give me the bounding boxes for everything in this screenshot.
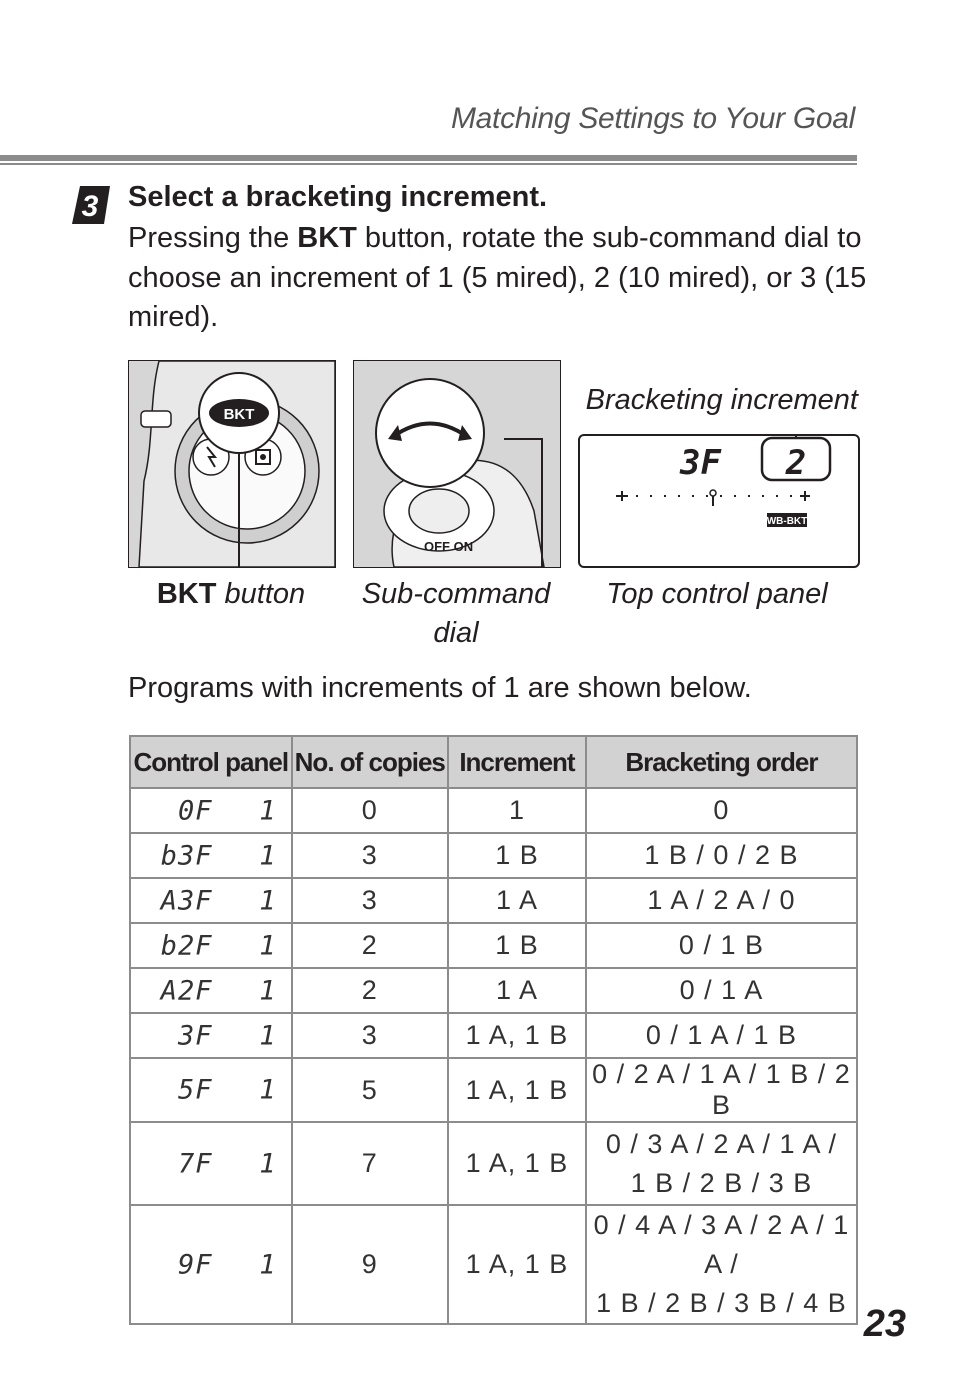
control-panel-cell: A2F 1 — [130, 968, 292, 1013]
control-panel-cell: 7F 1 — [130, 1122, 292, 1205]
table-row — [130, 878, 857, 923]
svg-text:BKT: BKT — [223, 406, 255, 423]
copies-cell: 3 — [292, 833, 449, 878]
order-cell: 0 / 1 A — [586, 968, 857, 1013]
sub-command-dial-caption: Sub-command dial — [361, 578, 551, 649]
lcd-increment: 2 — [785, 443, 807, 483]
sub-command-dial-figure — [353, 360, 561, 568]
table-row — [130, 1205, 857, 1324]
order-cell: 1 A / 2 A / 0 — [586, 878, 857, 923]
table-row — [130, 1013, 857, 1058]
page-number: 23 — [863, 1303, 906, 1345]
col-header-copies: No. of copies — [292, 736, 449, 788]
camera-bkt-illustration — [129, 361, 335, 567]
table-row — [130, 1058, 857, 1122]
table-row — [130, 968, 857, 1013]
copies-cell: 5 — [292, 1058, 449, 1122]
step-number-badge — [70, 184, 112, 226]
step-title: Select a bracketing increment. — [128, 181, 548, 213]
copies-cell: 0 — [292, 788, 449, 833]
control-panel-cell: 3F 1 — [130, 1013, 292, 1058]
bracketing-table — [129, 735, 858, 1325]
copies-cell: 9 — [292, 1205, 449, 1324]
top-control-panel-figure — [578, 434, 860, 568]
table-row — [130, 788, 857, 833]
increment-cell: 1 A, 1 B — [448, 1122, 586, 1205]
order-cell: 0 / 3 A / 2 A / 1 A / 1 B / 2 B / 3 B — [586, 1122, 857, 1205]
control-panel-cell: 0F 1 — [130, 788, 292, 833]
order-cell: 0 / 4 A / 3 A / 2 A / 1 A / 1 B / 2 B / 3 B / 4 B — [586, 1205, 857, 1324]
increment-cell: 1 A — [448, 968, 586, 1013]
increment-cell: 1 A, 1 B — [448, 1058, 586, 1122]
sub-command-dial-illustration — [354, 361, 560, 567]
increment-cell: 1 B — [448, 923, 586, 968]
svg-text:OFF ON: OFF ON — [424, 539, 474, 554]
order-cell: 0 / 2 A / 1 A / 1 B / 2 B — [586, 1058, 857, 1122]
bkt-button-figure — [128, 360, 336, 568]
order-cell: 1 B / 0 / 2 B — [586, 833, 857, 878]
bkt-inline-label: BKT — [297, 222, 357, 254]
step-body: Pressing the BKT button, rotate the sub-command dial to choose an increment of 1 (5 mired), 2 (10 mired), or 3 (15 mired). — [128, 222, 867, 333]
order-cell: 0 / 1 A / 1 B — [586, 1013, 857, 1058]
top-control-panel-caption: Top control panel — [606, 578, 828, 610]
lcd-frames: 3F — [680, 443, 721, 483]
col-header-increment: Increment — [448, 736, 586, 788]
increment-cell: 1 B — [448, 833, 586, 878]
running-head: Matching Settings to Your Goal — [450, 102, 855, 135]
control-panel-cell: b2F 1 — [130, 923, 292, 968]
control-panel-cell: 5F 1 — [130, 1058, 292, 1122]
control-panel-cell: A3F 1 — [130, 878, 292, 923]
bkt-button-caption: BKT button — [156, 578, 306, 610]
wb-bkt-badge: WB-BKT — [766, 516, 808, 527]
table-row — [130, 923, 857, 968]
col-header-control-panel: Control panel — [130, 736, 292, 788]
increment-cell: 1 — [448, 788, 586, 833]
table-header-row — [130, 736, 857, 788]
control-panel-cell: b3F 1 — [130, 833, 292, 878]
order-cell: 0 / 1 B — [586, 923, 857, 968]
bracketing-increment-label: Bracketing increment — [585, 384, 858, 416]
copies-cell: 3 — [292, 878, 449, 923]
lcd-illustration — [580, 436, 858, 566]
programs-note: Programs with increments of 1 are shown below. — [128, 672, 752, 704]
increment-cell: 1 A — [448, 878, 586, 923]
order-cell: 0 — [586, 788, 857, 833]
copies-cell: 3 — [292, 1013, 449, 1058]
table-row — [130, 833, 857, 878]
col-header-order: Bracketing order — [586, 736, 857, 788]
copies-cell: 7 — [292, 1122, 449, 1205]
increment-cell: 1 A, 1 B — [448, 1205, 586, 1324]
step-number: 3 — [81, 190, 99, 223]
copies-cell: 2 — [292, 923, 449, 968]
header-rule-thin — [0, 163, 857, 165]
header-rule — [0, 155, 857, 161]
control-panel-cell: 9F 1 — [130, 1205, 292, 1324]
copies-cell: 2 — [292, 968, 449, 1013]
table-row — [130, 1122, 857, 1205]
increment-cell: 1 A, 1 B — [448, 1013, 586, 1058]
